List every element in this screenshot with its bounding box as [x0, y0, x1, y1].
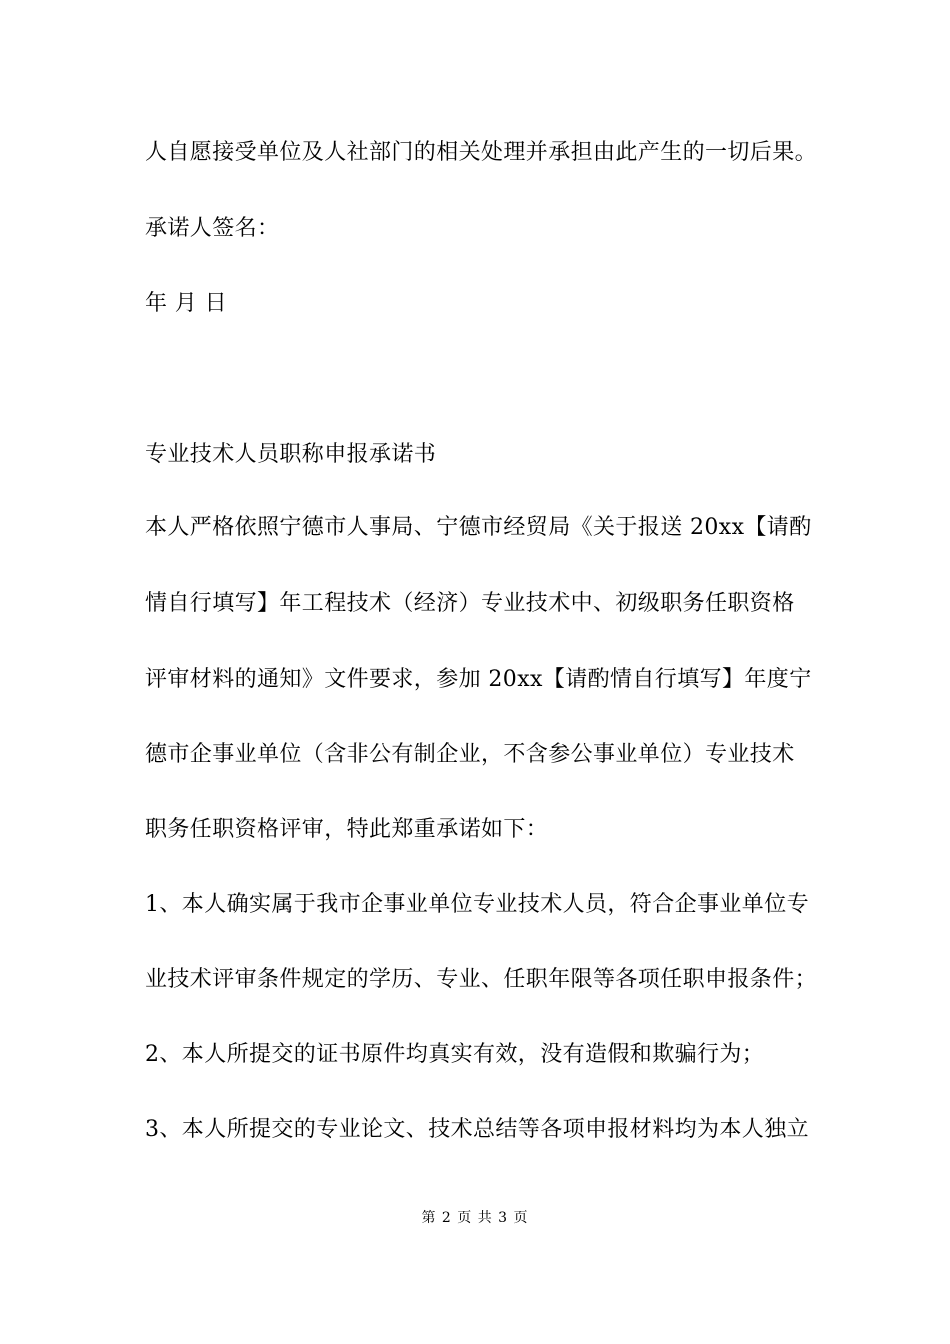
- body-line-5: 本人严格依照宁德市人事局、宁德市经贸局《关于报送 20xx【请酌: [145, 515, 812, 540]
- commitment-item-1-cont: 业技术评审条件规定的学历、专业、任职年限等各项任职申报条件；: [145, 967, 818, 992]
- signature-label: 承诺人签名：: [145, 216, 280, 241]
- commitment-item-2: 2、本人所提交的证书原件均真实有效，没有造假和欺骗行为；: [145, 1042, 765, 1067]
- body-line-1: 人自愿接受单位及人社部门的相关处理并承担由此产生的一切后果。: [145, 140, 818, 165]
- document-title: 专业技术人员职称申报承诺书: [145, 442, 437, 467]
- commitment-item-3: 3、本人所提交的专业论文、技术总结等各项申报材料均为本人独立: [145, 1117, 809, 1142]
- body-line-7: 评审材料的通知》文件要求，参加 20xx【请酌情自行填写】年度宁: [145, 667, 812, 692]
- body-line-8: 德市企事业单位（含非公有制企业，不含参公事业单位）专业技术: [145, 742, 795, 767]
- page-number-footer: 第 2 页 共 3 页: [421, 1210, 529, 1226]
- body-line-6: 情自行填写】年工程技术（经济）专业技术中、初级职务任职资格: [145, 591, 795, 616]
- commitment-item-1: 1、本人确实属于我市企事业单位专业技术人员，符合企事业单位专: [145, 892, 809, 917]
- date-label: 年 月 日: [145, 291, 227, 316]
- body-line-9: 职务任职资格评审，特此郑重承诺如下：: [145, 817, 549, 842]
